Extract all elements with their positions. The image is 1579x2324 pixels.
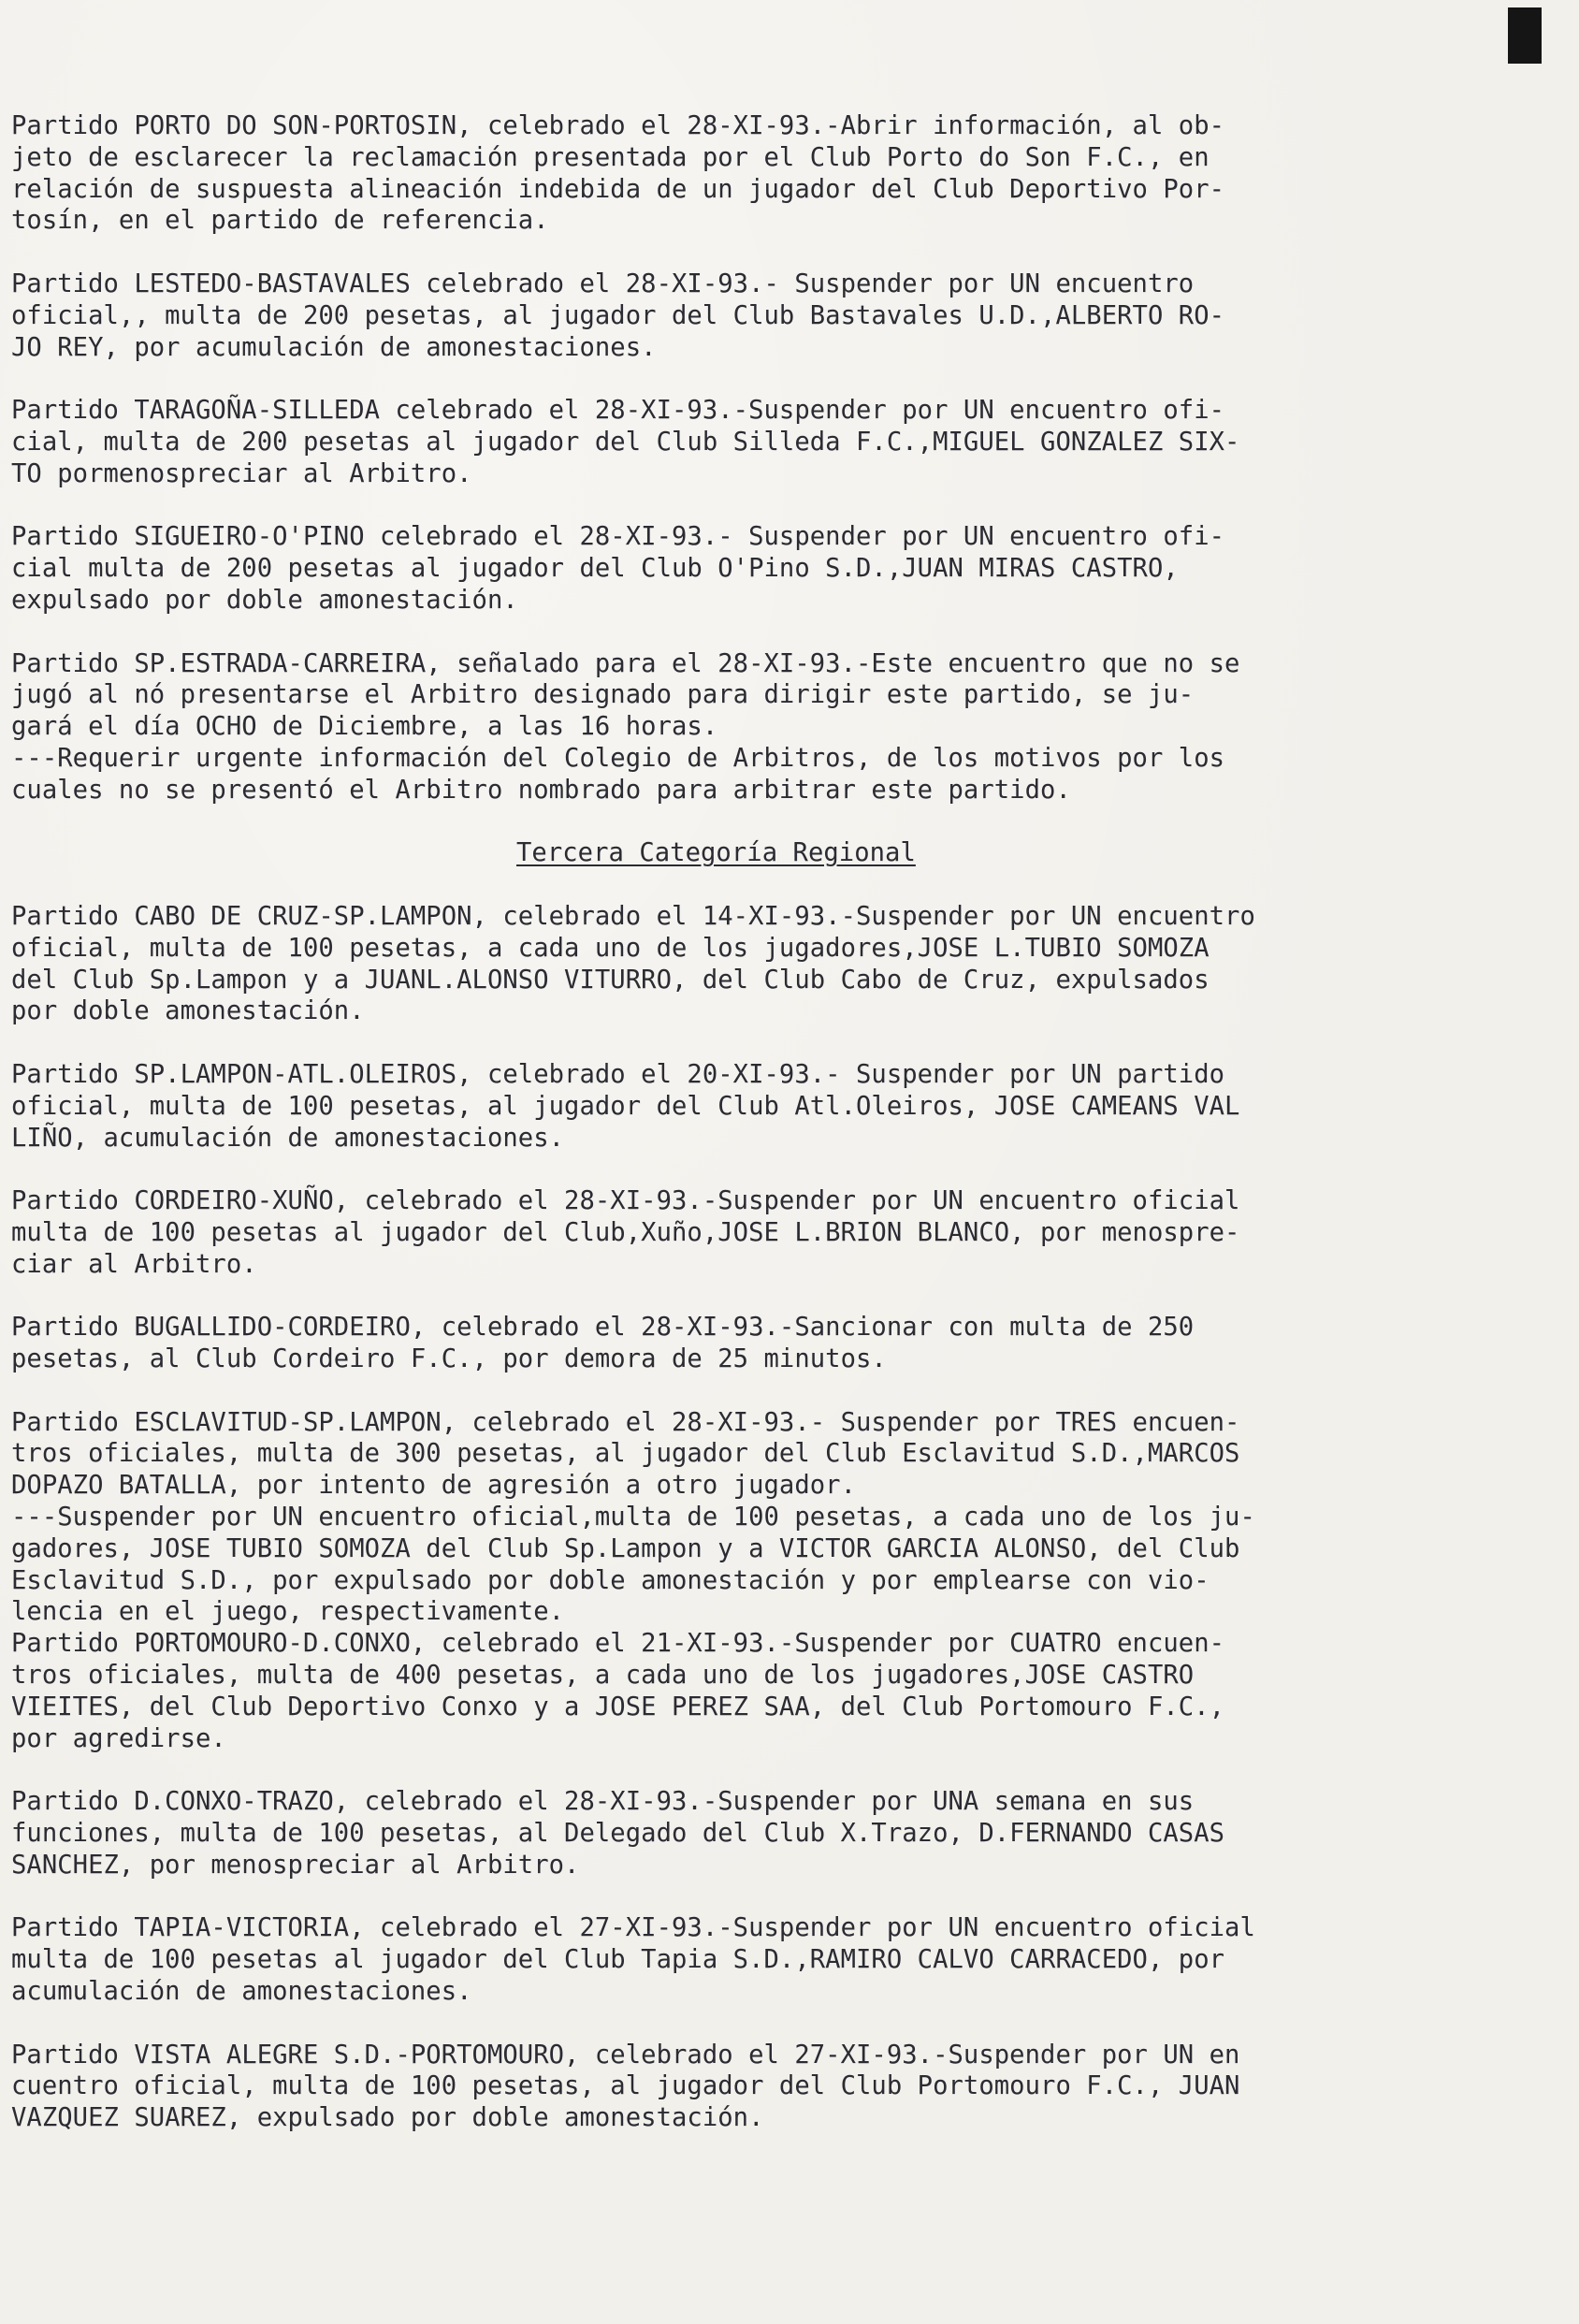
sanction-paragraph — [11, 1786, 1517, 1881]
text-line: Partido CABO DE CRUZ-SP.LAMPON, celebrado el 14-XI-93.-Suspender por UN encuentro — [11, 901, 1255, 931]
section-heading-text: Tercera Categoría Regional — [516, 838, 916, 868]
sanction-paragraph — [11, 1312, 1517, 1375]
sanction-paragraph — [11, 2040, 1517, 2134]
text-line: VAZQUEZ SUAREZ, expulsado por doble amonestación. — [11, 2103, 764, 2133]
text-line: multa de 100 pesetas al jugador del Club,Xuño,JOSE L.BRION BLANCO, por menospre- — [11, 1217, 1240, 1247]
text-line: lencia en el juego, respectivamente. — [11, 1597, 565, 1627]
text-line: Partido BUGALLIDO-CORDEIRO, celebrado el 28-XI-93.-Sancionar con multa de 250 — [11, 1313, 1195, 1343]
sanction-paragraph — [11, 1059, 1517, 1154]
text-line: LIÑO, acumulación de amonestaciones. — [11, 1123, 565, 1153]
text-line: acumulación de amonestaciones. — [11, 1977, 472, 2007]
sanction-paragraph — [11, 901, 1517, 1027]
text-line: cuales no se presentó el Arbitro nombrado para arbitrar este partido. — [11, 775, 1071, 805]
sanction-paragraph — [11, 1407, 1517, 1629]
text-line: expulsado por doble amonestación. — [11, 585, 518, 615]
text-line: por agredirse. — [11, 1723, 226, 1753]
sanction-paragraph — [11, 1628, 1517, 1754]
text-line: ciar al Arbitro. — [11, 1249, 257, 1279]
text-line: jugó al nó presentarse el Arbitro designado para dirigir este partido, se ju- — [11, 680, 1195, 710]
text-line: Partido TARAGOÑA-SILLEDA celebrado el 28-XI-93.-Suspender por UN encuentro ofi- — [11, 396, 1225, 426]
document-body — [11, 110, 1517, 2166]
text-line: SANCHEZ, por menospreciar al Arbitro. — [11, 1850, 580, 1880]
text-line: oficial, multa de 100 pesetas, al jugador del Club Atl.Oleiros, JOSE CAMEANS VAL — [11, 1091, 1240, 1121]
text-line: cial, multa de 200 pesetas al jugador del Club Silleda F.C.,MIGUEL GONZALEZ SIX- — [11, 427, 1240, 457]
sanction-paragraph — [11, 648, 1517, 806]
text-line: Esclavitud S.D., por expulsado por doble amonestación y por emplearse con vio- — [11, 1565, 1210, 1595]
text-line: Partido D.CONXO-TRAZO, celebrado el 28-XI-93.-Suspender por UNA semana en sus — [11, 1787, 1195, 1817]
text-line: tros oficiales, multa de 400 pesetas, a cada uno de los jugadores,JOSE CASTRO — [11, 1661, 1195, 1691]
text-line: ---Suspender por UN encuentro oficial,multa de 100 pesetas, a cada uno de los ju- — [11, 1503, 1255, 1532]
paragraph-group-third-category — [11, 901, 1517, 2134]
text-line: funciones, multa de 100 pesetas, al Delegado del Club X.Trazo, D.FERNANDO CASAS — [11, 1819, 1225, 1849]
text-line: del Club Sp.Lampon y a JUANL.ALONSO VITURRO, del Club Cabo de Cruz, expulsados — [11, 965, 1210, 995]
text-line: DOPAZO BATALLA, por intento de agresión a otro jugador. — [11, 1471, 857, 1501]
text-line: gará el día OCHO de Diciembre, a las 16 horas. — [11, 712, 718, 742]
text-line: Partido SP.LAMPON-ATL.OLEIROS, celebrado el 20-XI-93.- Suspender por UN partido — [11, 1059, 1225, 1089]
text-line: Partido CORDEIRO-XUÑO, celebrado el 28-XI-93.-Suspender por UN encuentro oficial — [11, 1186, 1240, 1216]
sanction-paragraph — [11, 110, 1517, 237]
sanction-paragraph — [11, 521, 1517, 616]
text-line: ---Requerir urgente información del Colegio de Arbitros, de los motivos por los — [11, 743, 1225, 773]
text-line: Partido SIGUEIRO-O'PINO celebrado el 28-XI-93.- Suspender por UN encuentro ofi- — [11, 522, 1225, 552]
text-line: JO REY, por acumulación de amonestaciones. — [11, 332, 657, 362]
text-line: cial multa de 200 pesetas al jugador del Club O'Pino S.D.,JUAN MIRAS CASTRO, — [11, 554, 1179, 584]
text-line: TO pormenospreciar al Arbitro. — [11, 458, 472, 488]
text-line: Partido PORTOMOURO-D.CONXO, celebrado el 21-XI-93.-Suspender por CUATRO encuen- — [11, 1629, 1225, 1659]
paragraph-group-second-category — [11, 110, 1517, 806]
text-line: Partido LESTEDO-BASTAVALES celebrado el 28-XI-93.- Suspender por UN encuentro — [11, 269, 1195, 298]
text-line: tros oficiales, multa de 300 pesetas, al jugador del Club Esclavitud S.D.,MARCOS — [11, 1439, 1240, 1469]
text-line: gadores, JOSE TUBIO SOMOZA del Club Sp.Lampon y a VICTOR GARCIA ALONSO, del Club — [11, 1533, 1240, 1563]
text-line: pesetas, al Club Cordeiro F.C., por demora de 25 minutos. — [11, 1344, 887, 1374]
text-line: tosín, en el partido de referencia. — [11, 206, 549, 236]
text-line: Partido SP.ESTRADA-CARREIRA, señalado para el 28-XI-93.-Este encuentro que no se — [11, 648, 1240, 678]
text-line: Partido ESCLAVITUD-SP.LAMPON, celebrado el 28-XI-93.- Suspender por TRES encuen- — [11, 1407, 1240, 1437]
sanction-paragraph — [11, 1185, 1517, 1280]
page-corner-mark — [1508, 7, 1542, 64]
text-line: Partido VISTA ALEGRE S.D.-PORTOMOURO, celebrado el 27-XI-93.-Suspender por UN en — [11, 2040, 1240, 2070]
text-line: jeto de esclarecer la reclamación presentada por el Club Porto do Son F.C., en — [11, 142, 1210, 172]
text-line: cuentro oficial, multa de 100 pesetas, al jugador del Club Portomouro F.C., JUAN — [11, 2071, 1240, 2101]
sanction-paragraph — [11, 269, 1517, 363]
section-heading — [11, 837, 1517, 869]
text-line: por doble amonestación. — [11, 996, 365, 1026]
text-line: relación de suspuesta alineación indebida de un jugador del Club Deportivo Por- — [11, 174, 1225, 204]
text-line: Partido TAPIA-VICTORIA, celebrado el 27-XI-93.-Suspender por UN encuentro oficial — [11, 1913, 1255, 1943]
sanction-paragraph — [11, 395, 1517, 489]
text-line: oficial, multa de 100 pesetas, a cada uno de los jugadores,JOSE L.TUBIO SOMOZA — [11, 933, 1210, 963]
text-line: oficial,, multa de 200 pesetas, al jugador del Club Bastavales U.D.,ALBERTO RO- — [11, 300, 1225, 330]
text-line: VIEITES, del Club Deportivo Conxo y a JOSE PEREZ SAA, del Club Portomouro F.C., — [11, 1692, 1225, 1721]
sanction-paragraph — [11, 1912, 1517, 2007]
text-line: Partido PORTO DO SON-PORTOSIN, celebrado el 28-XI-93.-Abrir información, al ob- — [11, 111, 1225, 140]
text-line: multa de 100 pesetas al jugador del Club Tapia S.D.,RAMIRO CALVO CARRACEDO, por — [11, 1945, 1225, 1975]
